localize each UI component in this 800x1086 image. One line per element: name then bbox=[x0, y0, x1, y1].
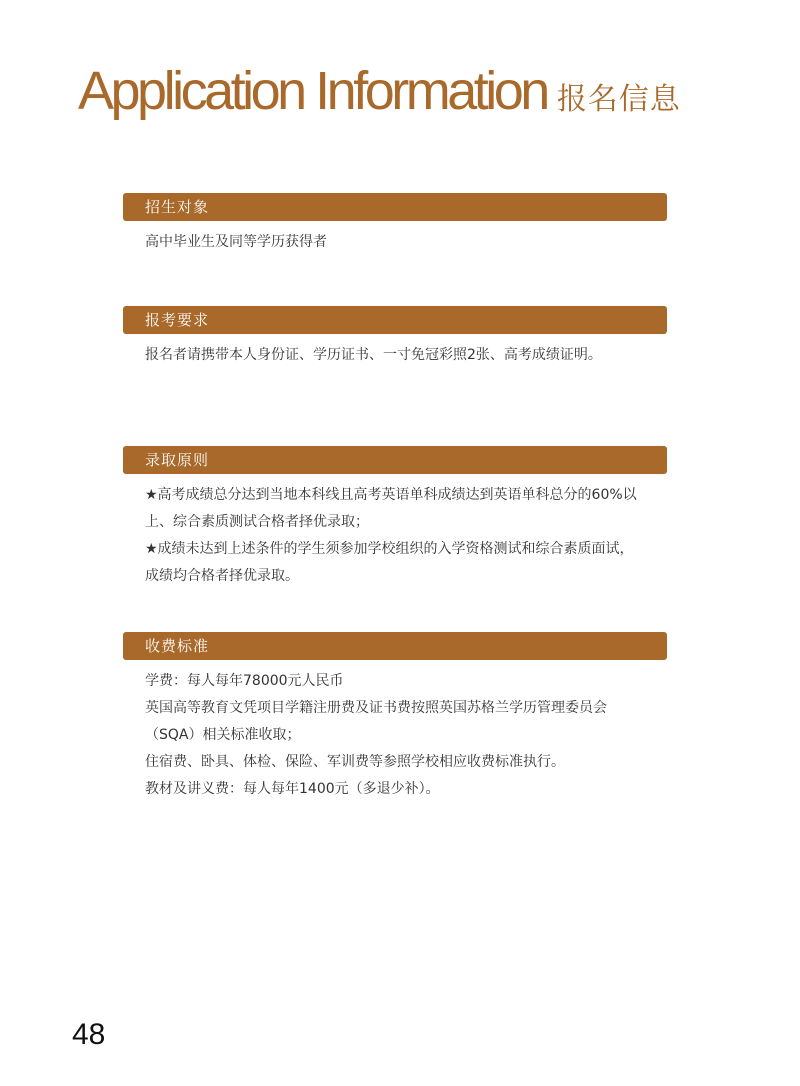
paragraph: ★高考成绩总分达到当地本科线且高考英语单科成绩达到英语单科总分的60%以上、综合素质测试合格者择优录取； bbox=[145, 487, 637, 530]
paragraph: 住宿费、卧具、体检、保险、军训费等参照学校相应收费标准执行。 bbox=[145, 754, 565, 770]
paragraph: ★成绩未达到上述条件的学生须参加学校组织的入学资格测试和综合素质面试，成绩均合格者择优录取。 bbox=[145, 541, 634, 584]
section-admission-principles bbox=[123, 446, 667, 590]
page-header bbox=[78, 60, 681, 122]
paragraph: 高中毕业生及同等学历获得者 bbox=[145, 234, 327, 250]
section-body bbox=[123, 229, 667, 256]
paragraph: 英国高等教育文凭项目学籍注册费及证书费按照英国苏格兰学历管理委员会（SQA）相关标准收取； bbox=[145, 700, 607, 743]
page-number: 48 bbox=[72, 1018, 106, 1051]
page-title-zh: 报名信息 bbox=[556, 82, 681, 117]
section-body bbox=[123, 482, 667, 590]
section-enrollment-target bbox=[123, 193, 667, 256]
page-title-en: Application Information bbox=[78, 61, 547, 121]
section-heading: 报考要求 bbox=[123, 306, 667, 334]
section-body bbox=[123, 668, 667, 803]
section-body bbox=[123, 342, 667, 369]
paragraph: 学费：每人每年78000元人民币 bbox=[145, 673, 344, 689]
paragraph: 教材及讲义费：每人每年1400元（多退少补）。 bbox=[145, 781, 440, 797]
section-fee-standards bbox=[123, 632, 667, 803]
paragraph: 报名者请携带本人身份证、学历证书、一寸免冠彩照2张、高考成绩证明。 bbox=[145, 347, 602, 363]
section-heading: 录取原则 bbox=[123, 446, 667, 474]
section-heading: 招生对象 bbox=[123, 193, 667, 221]
section-application-requirements bbox=[123, 306, 667, 369]
section-heading: 收费标准 bbox=[123, 632, 667, 660]
